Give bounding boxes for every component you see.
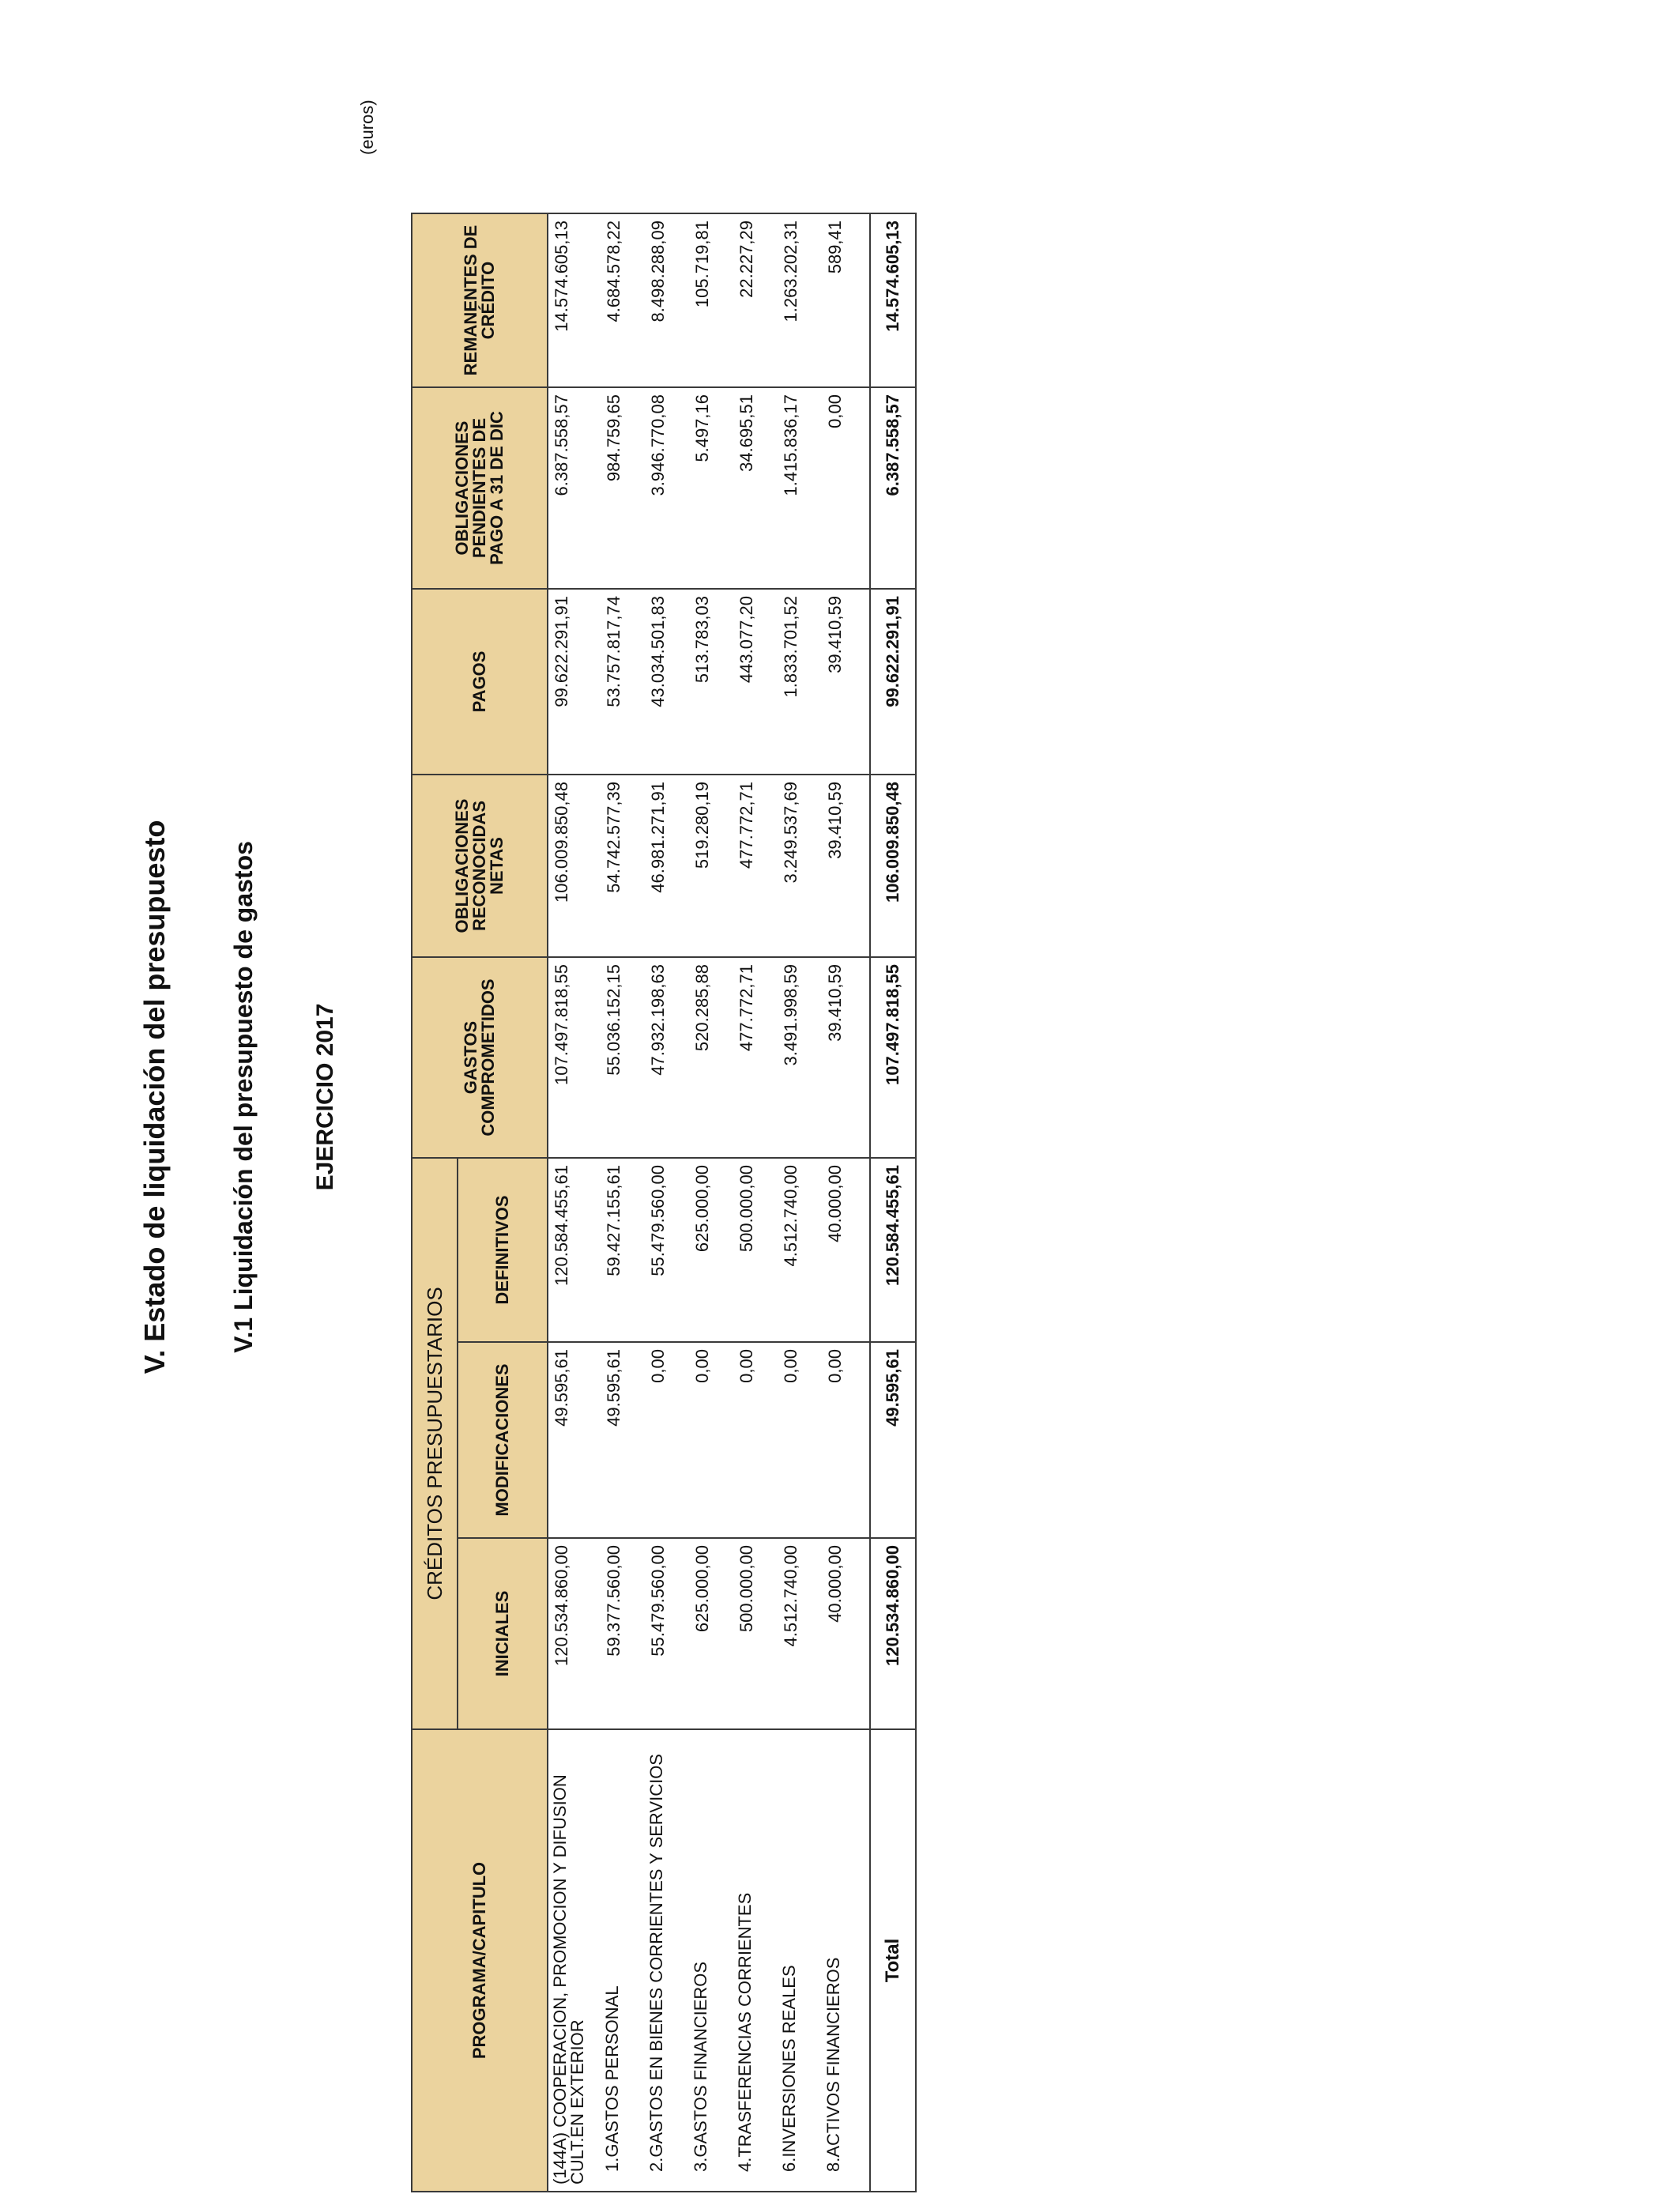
cell-comprometidos: 39.410,59	[820, 957, 870, 1158]
cell-iniciales: 625.000,00	[687, 1538, 732, 1729]
cell-pendientes: 984.759,65	[599, 387, 643, 589]
table-row	[732, 213, 776, 2192]
cell-remanentes: 1.263.202,31	[776, 213, 820, 387]
total-comprometidos: 107.497.818,55	[870, 957, 916, 1158]
total-pendientes: 6.387.558,57	[870, 387, 916, 589]
header-definitivos: DEFINITIVOS	[458, 1158, 548, 1342]
header-obligaciones-reconocidas: OBLIGACIONES RECONOCIDAS NETAS	[412, 775, 548, 957]
cell-reconocidas: 54.742.577,39	[599, 775, 643, 957]
cell-remanentes: 8.498.288,09	[643, 213, 687, 387]
total-reconocidas: 106.009.850,48	[870, 775, 916, 957]
header-creditos-presupuestarios: CRÉDITOS PRESUPUESTARIOS	[412, 1158, 458, 1729]
cell-iniciales: 4.512.740,00	[776, 1538, 820, 1729]
header-gastos-comprometidos: GASTOS COMPROMETIDOS	[412, 957, 548, 1158]
row-label: 2.GASTOS EN BIENES CORRIENTES Y SERVICIOS	[643, 1729, 687, 2192]
cell-pagos: 513.783,03	[687, 589, 732, 775]
total-definitivos: 120.584.455,61	[870, 1158, 916, 1342]
cell-comprometidos: 477.772,71	[732, 957, 776, 1158]
row-label: 3.GASTOS FINANCIEROS	[687, 1729, 732, 2192]
cell-reconocidas: 106.009.850,48	[548, 775, 599, 957]
document-title: V. Estado de liquidación del presupuesto	[138, 820, 171, 1374]
header-obligaciones-pendientes: OBLIGACIONES PENDIENTES DE PAGO A 31 DE DIC	[412, 387, 548, 589]
table-row	[776, 213, 820, 2192]
cell-pagos: 99.622.291,91	[548, 589, 599, 775]
cell-pagos: 39.410,59	[820, 589, 870, 775]
table-row	[820, 213, 870, 2192]
cell-definitivos: 625.000,00	[687, 1158, 732, 1342]
cell-iniciales: 55.479.560,00	[643, 1538, 687, 1729]
total-pagos: 99.622.291,91	[870, 589, 916, 775]
document-subtitle: V.1 Liquidación del presupuesto de gastos	[229, 841, 258, 1353]
cell-definitivos: 55.479.560,00	[643, 1158, 687, 1342]
row-label: 8.ACTIVOS FINANCIEROS	[820, 1729, 870, 2192]
cell-definitivos: 59.427.155,61	[599, 1158, 643, 1342]
exercise-year: EJERCICIO 2017	[312, 1003, 338, 1191]
row-label: 4.TRASFERENCIAS CORRIENTES	[732, 1729, 776, 2192]
row-label: 6.INVERSIONES REALES	[776, 1729, 820, 2192]
cell-modificaciones: 0,00	[820, 1342, 870, 1538]
cell-remanentes: 105.719,81	[687, 213, 732, 387]
header-remanentes: REMANENTES DE CRÉDITO	[412, 213, 548, 387]
cell-reconocidas: 477.772,71	[732, 775, 776, 957]
total-label: Total	[870, 1729, 916, 2192]
cell-modificaciones: 0,00	[776, 1342, 820, 1538]
total-remanentes: 14.574.605,13	[870, 213, 916, 387]
cell-iniciales: 120.534.860,00	[548, 1538, 599, 1729]
cell-pagos: 1.833.701,52	[776, 589, 820, 775]
header-programa: PROGRAMA/CAPITULO	[412, 1729, 548, 2192]
header-modificaciones: MODIFICACIONES	[458, 1342, 548, 1538]
cell-definitivos: 120.584.455,61	[548, 1158, 599, 1342]
row-label: (144A) COOPERACION, PROMOCION Y DIFUSION CULT.EN EXTERIOR	[548, 1729, 599, 2192]
row-label: 1.GASTOS PERSONAL	[599, 1729, 643, 2192]
cell-iniciales: 59.377.560,00	[599, 1538, 643, 1729]
table-row	[599, 213, 643, 2192]
cell-comprometidos: 47.932.198,63	[643, 957, 687, 1158]
cell-pendientes: 34.695,51	[732, 387, 776, 589]
cell-pendientes: 3.946.770,08	[643, 387, 687, 589]
cell-modificaciones: 0,00	[643, 1342, 687, 1538]
table-header	[412, 213, 548, 2192]
cell-iniciales: 40.000,00	[820, 1538, 870, 1729]
total-iniciales: 120.534.860,00	[870, 1538, 916, 1729]
budget-table	[411, 213, 917, 2192]
cell-comprometidos: 107.497.818,55	[548, 957, 599, 1158]
units-label: (euros)	[357, 100, 377, 155]
total-row	[870, 213, 916, 2192]
cell-modificaciones: 0,00	[732, 1342, 776, 1538]
cell-comprometidos: 55.036.152,15	[599, 957, 643, 1158]
cell-reconocidas: 519.280,19	[687, 775, 732, 957]
cell-remanentes: 14.574.605,13	[548, 213, 599, 387]
cell-reconocidas: 39.410,59	[820, 775, 870, 957]
cell-pendientes: 5.497,16	[687, 387, 732, 589]
cell-modificaciones: 0,00	[687, 1342, 732, 1538]
table-row-program	[548, 213, 599, 2192]
cell-modificaciones: 49.595,61	[599, 1342, 643, 1538]
cell-definitivos: 4.512.740,00	[776, 1158, 820, 1342]
cell-remanentes: 589,41	[820, 213, 870, 387]
table-footer	[870, 213, 916, 2192]
cell-pagos: 53.757.817,74	[599, 589, 643, 775]
table-row	[643, 213, 687, 2192]
cell-reconocidas: 3.249.537,69	[776, 775, 820, 957]
cell-comprometidos: 3.491.998,59	[776, 957, 820, 1158]
cell-remanentes: 22.227,29	[732, 213, 776, 387]
table-body	[548, 213, 870, 2192]
cell-pagos: 443.077,20	[732, 589, 776, 775]
cell-modificaciones: 49.595,61	[548, 1342, 599, 1538]
cell-pendientes: 1.415.836,17	[776, 387, 820, 589]
cell-pendientes: 6.387.558,57	[548, 387, 599, 589]
header-pagos: PAGOS	[412, 589, 548, 775]
cell-iniciales: 500.000,00	[732, 1538, 776, 1729]
cell-reconocidas: 46.981.271,91	[643, 775, 687, 957]
cell-pagos: 43.034.501,83	[643, 589, 687, 775]
cell-pendientes: 0,00	[820, 387, 870, 589]
cell-definitivos: 500.000,00	[732, 1158, 776, 1342]
total-modificaciones: 49.595,61	[870, 1342, 916, 1538]
cell-remanentes: 4.684.578,22	[599, 213, 643, 387]
cell-definitivos: 40.000,00	[820, 1158, 870, 1342]
table-row	[687, 213, 732, 2192]
header-iniciales: INICIALES	[458, 1538, 548, 1729]
cell-comprometidos: 520.285,88	[687, 957, 732, 1158]
